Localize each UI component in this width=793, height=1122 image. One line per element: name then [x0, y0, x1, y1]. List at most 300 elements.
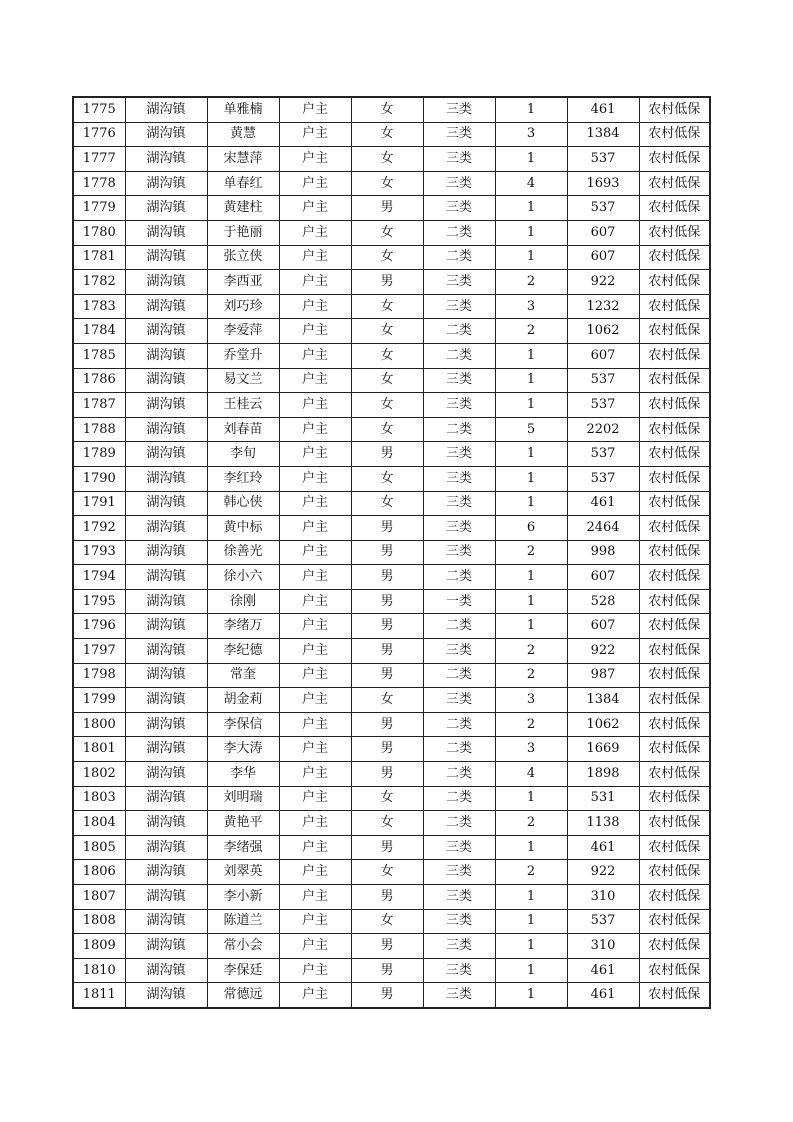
cell-gender: 女: [351, 343, 423, 368]
cell-amount: 537: [567, 196, 639, 221]
cell-name: 常奎: [207, 663, 279, 688]
cell-relation: 户主: [279, 589, 351, 614]
cell-category: 三类: [423, 860, 495, 885]
cell-row-number: 1779: [73, 196, 125, 221]
table-row: [73, 270, 710, 295]
cell-town: 湖沟镇: [125, 294, 207, 319]
cell-category: 二类: [423, 417, 495, 442]
cell-name: 李旬: [207, 442, 279, 467]
cell-category: 三类: [423, 97, 495, 122]
cell-town: 湖沟镇: [125, 663, 207, 688]
cell-amount: 461: [567, 958, 639, 983]
cell-row-number: 1778: [73, 171, 125, 196]
table-row: [73, 516, 710, 541]
cell-row-number: 1806: [73, 860, 125, 885]
cell-row-number: 1795: [73, 589, 125, 614]
cell-category: 三类: [423, 196, 495, 221]
cell-amount: 922: [567, 639, 639, 664]
cell-gender: 男: [351, 270, 423, 295]
table-row: [73, 885, 710, 910]
table-row: [73, 417, 710, 442]
cell-category: 三类: [423, 835, 495, 860]
cell-category: 三类: [423, 466, 495, 491]
cell-household-size: 1: [495, 368, 567, 393]
cell-program: 农村低保: [639, 934, 710, 959]
table-row: [73, 909, 710, 934]
cell-row-number: 1809: [73, 934, 125, 959]
cell-category: 三类: [423, 885, 495, 910]
cell-row-number: 1789: [73, 442, 125, 467]
cell-program: 农村低保: [639, 294, 710, 319]
cell-relation: 户主: [279, 885, 351, 910]
cell-relation: 户主: [279, 368, 351, 393]
cell-household-size: 1: [495, 885, 567, 910]
cell-gender: 男: [351, 737, 423, 762]
cell-gender: 女: [351, 122, 423, 147]
cell-gender: 女: [351, 466, 423, 491]
cell-relation: 户主: [279, 565, 351, 590]
cell-gender: 女: [351, 319, 423, 344]
cell-relation: 户主: [279, 491, 351, 516]
cell-row-number: 1805: [73, 835, 125, 860]
cell-category: 三类: [423, 909, 495, 934]
cell-program: 农村低保: [639, 466, 710, 491]
cell-household-size: 2: [495, 639, 567, 664]
cell-relation: 户主: [279, 393, 351, 418]
cell-relation: 户主: [279, 540, 351, 565]
cell-program: 农村低保: [639, 983, 710, 1008]
cell-relation: 户主: [279, 196, 351, 221]
cell-name: 单春红: [207, 171, 279, 196]
cell-gender: 男: [351, 983, 423, 1008]
cell-name: 胡金莉: [207, 688, 279, 713]
cell-program: 农村低保: [639, 614, 710, 639]
cell-town: 湖沟镇: [125, 516, 207, 541]
cell-relation: 户主: [279, 270, 351, 295]
cell-household-size: 1: [495, 786, 567, 811]
table-row: [73, 466, 710, 491]
cell-gender: 男: [351, 516, 423, 541]
table-row: [73, 565, 710, 590]
cell-name: 乔堂升: [207, 343, 279, 368]
cell-household-size: 1: [495, 589, 567, 614]
cell-row-number: 1804: [73, 811, 125, 836]
cell-category: 二类: [423, 811, 495, 836]
cell-category: 二类: [423, 220, 495, 245]
cell-program: 农村低保: [639, 663, 710, 688]
cell-name: 刘春苗: [207, 417, 279, 442]
cell-household-size: 1: [495, 565, 567, 590]
cell-category: 二类: [423, 245, 495, 270]
cell-relation: 户主: [279, 122, 351, 147]
cell-program: 农村低保: [639, 909, 710, 934]
cell-category: 三类: [423, 147, 495, 172]
cell-relation: 户主: [279, 762, 351, 787]
cell-relation: 户主: [279, 343, 351, 368]
cell-town: 湖沟镇: [125, 589, 207, 614]
cell-relation: 户主: [279, 614, 351, 639]
cell-row-number: 1797: [73, 639, 125, 664]
cell-category: 三类: [423, 294, 495, 319]
table-row: [73, 122, 710, 147]
cell-name: 于艳丽: [207, 220, 279, 245]
table-row: [73, 294, 710, 319]
cell-program: 农村低保: [639, 762, 710, 787]
cell-amount: 310: [567, 934, 639, 959]
cell-category: 二类: [423, 663, 495, 688]
cell-amount: 1232: [567, 294, 639, 319]
cell-amount: 607: [567, 343, 639, 368]
cell-program: 农村低保: [639, 540, 710, 565]
table-row: [73, 442, 710, 467]
table-row: [73, 171, 710, 196]
table-row: [73, 762, 710, 787]
cell-relation: 户主: [279, 97, 351, 122]
cell-category: 二类: [423, 786, 495, 811]
cell-town: 湖沟镇: [125, 934, 207, 959]
cell-household-size: 3: [495, 688, 567, 713]
table-row: [73, 835, 710, 860]
table-row: [73, 786, 710, 811]
cell-name: 李绪强: [207, 835, 279, 860]
cell-program: 农村低保: [639, 122, 710, 147]
cell-gender: 女: [351, 97, 423, 122]
cell-relation: 户主: [279, 220, 351, 245]
cell-row-number: 1786: [73, 368, 125, 393]
cell-relation: 户主: [279, 516, 351, 541]
cell-gender: 女: [351, 688, 423, 713]
cell-amount: 531: [567, 786, 639, 811]
cell-name: 易文兰: [207, 368, 279, 393]
cell-program: 农村低保: [639, 270, 710, 295]
table-row: [73, 958, 710, 983]
cell-amount: 1062: [567, 319, 639, 344]
cell-relation: 户主: [279, 712, 351, 737]
cell-amount: 537: [567, 466, 639, 491]
cell-town: 湖沟镇: [125, 786, 207, 811]
cell-town: 湖沟镇: [125, 712, 207, 737]
cell-name: 徐小六: [207, 565, 279, 590]
cell-name: 李红玲: [207, 466, 279, 491]
cell-row-number: 1810: [73, 958, 125, 983]
cell-program: 农村低保: [639, 737, 710, 762]
cell-row-number: 1798: [73, 663, 125, 688]
cell-name: 黄艳平: [207, 811, 279, 836]
cell-row-number: 1794: [73, 565, 125, 590]
cell-household-size: 1: [495, 196, 567, 221]
table-row: [73, 491, 710, 516]
cell-category: 二类: [423, 565, 495, 590]
cell-name: 李保信: [207, 712, 279, 737]
cell-household-size: 1: [495, 220, 567, 245]
cell-gender: 女: [351, 860, 423, 885]
cell-amount: 607: [567, 245, 639, 270]
cell-name: 李大涛: [207, 737, 279, 762]
cell-name: 李西亚: [207, 270, 279, 295]
cell-town: 湖沟镇: [125, 220, 207, 245]
cell-gender: 女: [351, 491, 423, 516]
cell-town: 湖沟镇: [125, 147, 207, 172]
cell-name: 韩心侠: [207, 491, 279, 516]
cell-gender: 男: [351, 712, 423, 737]
cell-gender: 女: [351, 417, 423, 442]
cell-category: 二类: [423, 343, 495, 368]
cell-program: 农村低保: [639, 442, 710, 467]
cell-household-size: 1: [495, 147, 567, 172]
cell-row-number: 1784: [73, 319, 125, 344]
cell-amount: 537: [567, 368, 639, 393]
cell-row-number: 1791: [73, 491, 125, 516]
cell-gender: 男: [351, 589, 423, 614]
cell-relation: 户主: [279, 958, 351, 983]
cell-relation: 户主: [279, 934, 351, 959]
cell-program: 农村低保: [639, 688, 710, 713]
cell-row-number: 1783: [73, 294, 125, 319]
cell-category: 三类: [423, 393, 495, 418]
cell-amount: 461: [567, 983, 639, 1008]
cell-amount: 461: [567, 835, 639, 860]
cell-household-size: 1: [495, 835, 567, 860]
cell-town: 湖沟镇: [125, 811, 207, 836]
cell-category: 二类: [423, 712, 495, 737]
cell-amount: 1384: [567, 688, 639, 713]
cell-town: 湖沟镇: [125, 466, 207, 491]
cell-program: 农村低保: [639, 147, 710, 172]
cell-amount: 461: [567, 97, 639, 122]
table-row: [73, 319, 710, 344]
cell-town: 湖沟镇: [125, 270, 207, 295]
cell-relation: 户主: [279, 909, 351, 934]
cell-category: 三类: [423, 368, 495, 393]
cell-town: 湖沟镇: [125, 762, 207, 787]
cell-relation: 户主: [279, 319, 351, 344]
cell-gender: 女: [351, 294, 423, 319]
cell-name: 徐善光: [207, 540, 279, 565]
table-row: [73, 712, 710, 737]
cell-name: 陈道兰: [207, 909, 279, 934]
table-row: [73, 368, 710, 393]
cell-amount: 1669: [567, 737, 639, 762]
cell-amount: 310: [567, 885, 639, 910]
cell-household-size: 1: [495, 934, 567, 959]
cell-relation: 户主: [279, 663, 351, 688]
table-row: [73, 860, 710, 885]
cell-program: 农村低保: [639, 860, 710, 885]
cell-household-size: 5: [495, 417, 567, 442]
cell-gender: 男: [351, 835, 423, 860]
cell-amount: 607: [567, 614, 639, 639]
cell-amount: 922: [567, 860, 639, 885]
cell-name: 刘翠英: [207, 860, 279, 885]
cell-program: 农村低保: [639, 393, 710, 418]
cell-category: 三类: [423, 171, 495, 196]
table-row: [73, 614, 710, 639]
cell-row-number: 1792: [73, 516, 125, 541]
cell-gender: 男: [351, 663, 423, 688]
cell-relation: 户主: [279, 688, 351, 713]
cell-town: 湖沟镇: [125, 122, 207, 147]
cell-town: 湖沟镇: [125, 417, 207, 442]
cell-category: 一类: [423, 589, 495, 614]
cell-program: 农村低保: [639, 712, 710, 737]
cell-row-number: 1777: [73, 147, 125, 172]
cell-name: 单雅楠: [207, 97, 279, 122]
cell-program: 农村低保: [639, 835, 710, 860]
cell-name: 李爱萍: [207, 319, 279, 344]
cell-program: 农村低保: [639, 368, 710, 393]
cell-category: 三类: [423, 958, 495, 983]
cell-name: 王桂云: [207, 393, 279, 418]
cell-category: 三类: [423, 983, 495, 1008]
cell-category: 三类: [423, 516, 495, 541]
cell-town: 湖沟镇: [125, 885, 207, 910]
cell-gender: 女: [351, 811, 423, 836]
cell-relation: 户主: [279, 737, 351, 762]
cell-row-number: 1808: [73, 909, 125, 934]
cell-name: 常德远: [207, 983, 279, 1008]
cell-name: 刘巧珍: [207, 294, 279, 319]
cell-household-size: 1: [495, 958, 567, 983]
cell-relation: 户主: [279, 442, 351, 467]
cell-row-number: 1781: [73, 245, 125, 270]
cell-household-size: 6: [495, 516, 567, 541]
cell-relation: 户主: [279, 466, 351, 491]
table-row: [73, 589, 710, 614]
cell-gender: 男: [351, 540, 423, 565]
cell-gender: 男: [351, 442, 423, 467]
cell-row-number: 1790: [73, 466, 125, 491]
cell-gender: 男: [351, 196, 423, 221]
cell-amount: 1693: [567, 171, 639, 196]
cell-category: 二类: [423, 614, 495, 639]
cell-amount: 537: [567, 442, 639, 467]
cell-row-number: 1780: [73, 220, 125, 245]
cell-row-number: 1801: [73, 737, 125, 762]
cell-relation: 户主: [279, 147, 351, 172]
table-row: [73, 983, 710, 1008]
cell-amount: 1898: [567, 762, 639, 787]
table-row: [73, 811, 710, 836]
cell-household-size: 2: [495, 540, 567, 565]
cell-household-size: 1: [495, 97, 567, 122]
cell-category: 三类: [423, 270, 495, 295]
cell-gender: 女: [351, 147, 423, 172]
cell-program: 农村低保: [639, 565, 710, 590]
cell-program: 农村低保: [639, 885, 710, 910]
cell-amount: 528: [567, 589, 639, 614]
cell-town: 湖沟镇: [125, 368, 207, 393]
cell-row-number: 1796: [73, 614, 125, 639]
cell-town: 湖沟镇: [125, 393, 207, 418]
cell-gender: 男: [351, 565, 423, 590]
cell-gender: 男: [351, 762, 423, 787]
cell-category: 三类: [423, 491, 495, 516]
cell-gender: 女: [351, 786, 423, 811]
cell-town: 湖沟镇: [125, 171, 207, 196]
cell-town: 湖沟镇: [125, 983, 207, 1008]
cell-amount: 922: [567, 270, 639, 295]
table-row: [73, 639, 710, 664]
cell-row-number: 1807: [73, 885, 125, 910]
cell-row-number: 1802: [73, 762, 125, 787]
cell-category: 二类: [423, 737, 495, 762]
cell-town: 湖沟镇: [125, 958, 207, 983]
cell-name: 徐刚: [207, 589, 279, 614]
cell-program: 农村低保: [639, 171, 710, 196]
table-row: [73, 934, 710, 959]
cell-row-number: 1785: [73, 343, 125, 368]
cell-town: 湖沟镇: [125, 319, 207, 344]
cell-relation: 户主: [279, 786, 351, 811]
table-row: [73, 737, 710, 762]
cell-name: 黄中标: [207, 516, 279, 541]
cell-household-size: 1: [495, 393, 567, 418]
cell-gender: 女: [351, 909, 423, 934]
cell-town: 湖沟镇: [125, 540, 207, 565]
cell-town: 湖沟镇: [125, 860, 207, 885]
table-row: [73, 343, 710, 368]
cell-household-size: 1: [495, 442, 567, 467]
cell-program: 农村低保: [639, 786, 710, 811]
cell-household-size: 3: [495, 294, 567, 319]
cell-program: 农村低保: [639, 811, 710, 836]
cell-name: 宋慧萍: [207, 147, 279, 172]
cell-amount: 998: [567, 540, 639, 565]
cell-name: 常小会: [207, 934, 279, 959]
cell-relation: 户主: [279, 171, 351, 196]
cell-name: 李保廷: [207, 958, 279, 983]
cell-amount: 1384: [567, 122, 639, 147]
cell-category: 三类: [423, 639, 495, 664]
cell-program: 农村低保: [639, 417, 710, 442]
cell-gender: 女: [351, 245, 423, 270]
cell-relation: 户主: [279, 417, 351, 442]
cell-category: 三类: [423, 442, 495, 467]
cell-category: 二类: [423, 319, 495, 344]
cell-amount: 537: [567, 393, 639, 418]
cell-household-size: 2: [495, 712, 567, 737]
cell-household-size: 4: [495, 762, 567, 787]
cell-relation: 户主: [279, 294, 351, 319]
cell-amount: 537: [567, 147, 639, 172]
cell-category: 三类: [423, 934, 495, 959]
cell-town: 湖沟镇: [125, 737, 207, 762]
cell-relation: 户主: [279, 860, 351, 885]
cell-name: 黄建柱: [207, 196, 279, 221]
cell-town: 湖沟镇: [125, 565, 207, 590]
cell-household-size: 1: [495, 245, 567, 270]
cell-amount: 537: [567, 909, 639, 934]
records-table: [72, 96, 711, 1009]
cell-row-number: 1776: [73, 122, 125, 147]
table-row: [73, 540, 710, 565]
cell-category: 二类: [423, 762, 495, 787]
cell-name: 刘明瑞: [207, 786, 279, 811]
records-table-body: [73, 97, 710, 1008]
cell-relation: 户主: [279, 835, 351, 860]
cell-amount: 2464: [567, 516, 639, 541]
cell-amount: 461: [567, 491, 639, 516]
cell-name: 李纪德: [207, 639, 279, 664]
table-row: [73, 688, 710, 713]
cell-household-size: 1: [495, 614, 567, 639]
cell-amount: 987: [567, 663, 639, 688]
cell-relation: 户主: [279, 639, 351, 664]
cell-gender: 男: [351, 614, 423, 639]
cell-amount: 607: [567, 220, 639, 245]
table-row: [73, 220, 710, 245]
cell-program: 农村低保: [639, 958, 710, 983]
